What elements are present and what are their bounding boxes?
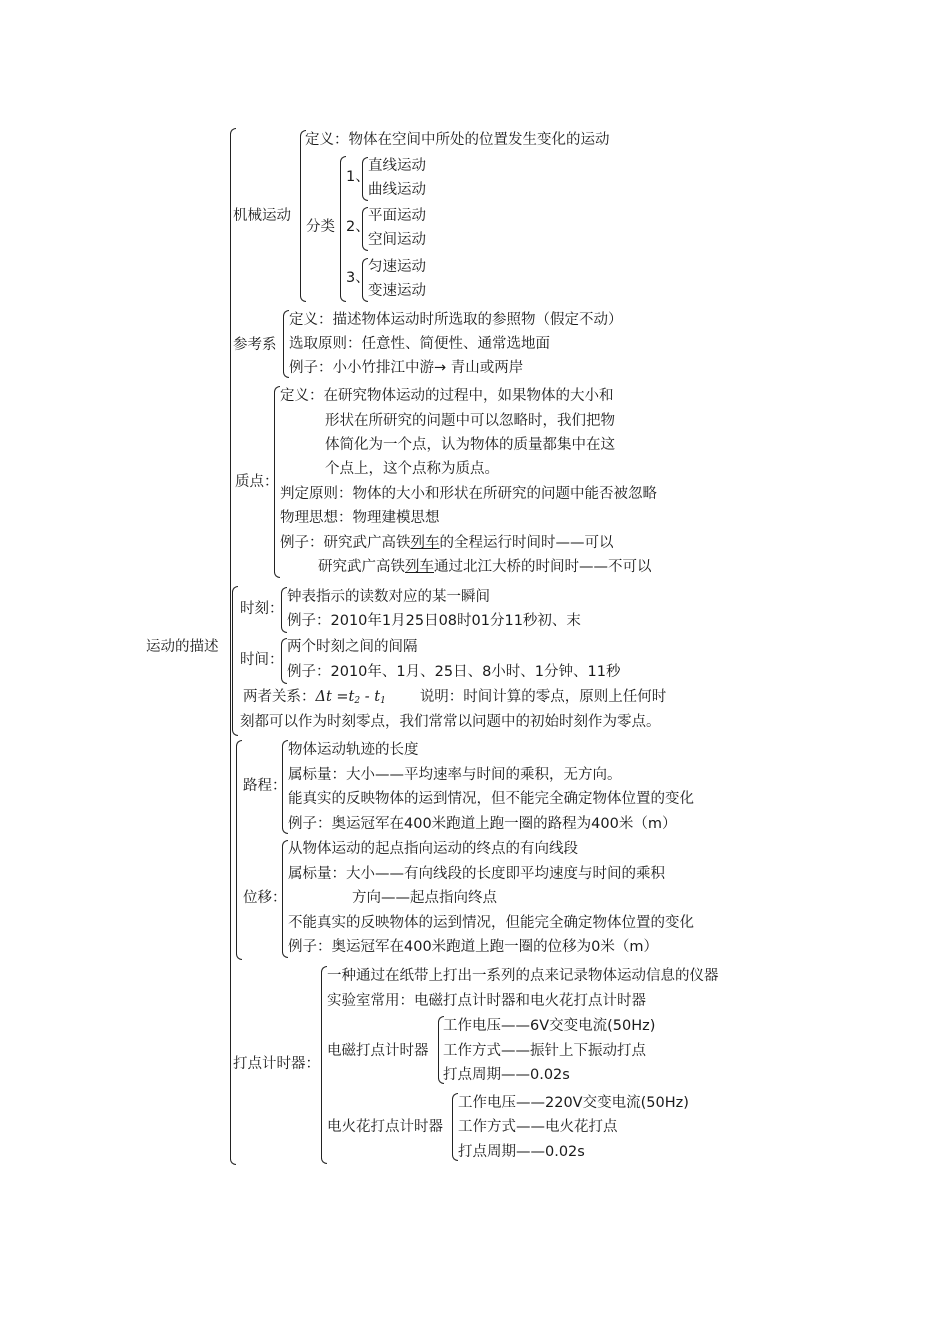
- relation-line-2: 刻都可以作为时刻零点，我们常常以问题中的初始时刻作为零点。: [240, 714, 661, 730]
- zhidian-d4: 个点上，这个点称为质点。: [325, 461, 499, 477]
- dianhuohua-label: 电火花打点计时器: [327, 1119, 443, 1135]
- weiyi-l1: 从物体运动的起点指向运动的终点的有向线段: [288, 841, 578, 857]
- jixie-label: 机械运动: [233, 208, 291, 224]
- zhidian-idea: 物理思想：物理建模思想: [280, 510, 440, 526]
- weiyi-l5: 例子：奥运冠军在400米跑道上跑一圈的位移为0米（m）: [288, 939, 659, 955]
- fenlei-n3: 3、: [346, 270, 370, 286]
- dianhuohua-l1: 工作电压——220V交变电流(50Hz): [458, 1095, 689, 1111]
- weiyi-l2: 属标量：大小——有向线段的长度即平均速度与时间的乘积: [288, 866, 665, 882]
- zhidian-example-1: 例子：研究武广高铁列车的全程运行时间时——可以: [280, 535, 614, 551]
- shike-l1: 钟表指示的读数对应的某一瞬间: [287, 589, 490, 605]
- zhidian-d1: 定义：在研究物体运动的过程中，如果物体的大小和: [280, 388, 614, 404]
- n1a: 直线运动: [368, 158, 426, 174]
- shijian-l2: 例子：2010年、1月、25日、8小时、1分钟、11秒: [287, 664, 621, 680]
- zhidian-d3: 体简化为一个点，认为物体的质量都集中在这: [325, 437, 615, 453]
- zhidian-example-2: 研究武广高铁列车通过北江大桥的时间时——不可以: [318, 559, 652, 575]
- dadian-l1: 一种通过在纸带上打出一系列的点来记录物体运动信息的仪器: [327, 968, 719, 984]
- shijian-l1: 两个时刻之间的间隔: [287, 639, 418, 655]
- shike-l2: 例子：2010年1月25日08时01分11秒初、末: [287, 613, 581, 629]
- cankao-l1: 定义：描述物体运动时所选取的参照物（假定不动）: [289, 312, 623, 328]
- n2b: 空间运动: [368, 232, 426, 248]
- dianci-l2: 工作方式——振针上下振动打点: [443, 1043, 646, 1059]
- weiyi-label: 位移：: [243, 890, 287, 906]
- jixie-brace: [300, 130, 306, 302]
- dadian-label: 打点计时器：: [233, 1056, 320, 1072]
- lucheng-l2: 属标量：大小——平均速率与时间的乘积，无方向。: [288, 767, 622, 783]
- root-label: 运动的描述: [146, 639, 219, 655]
- n3a: 匀速运动: [368, 259, 426, 275]
- n3b: 变速运动: [368, 283, 426, 299]
- lucheng-l1: 物体运动轨迹的长度: [288, 742, 419, 758]
- dadian-l2: 实验室常用：电磁打点计时器和电火花打点计时器: [327, 993, 646, 1009]
- dianci-label: 电磁打点计时器: [327, 1043, 429, 1059]
- shijian-label: 时间：: [240, 652, 284, 668]
- n2a: 平面运动: [368, 208, 426, 224]
- weiyi-l3: 方向——起点指向终点: [352, 890, 497, 906]
- n1b: 曲线运动: [368, 182, 426, 198]
- cankao-l3: 例子：小小竹排江中游→ 青山或两岸: [289, 360, 524, 376]
- dianci-l1: 工作电压——6V交变电流(50Hz): [443, 1018, 656, 1034]
- fenlei-n2: 2、: [346, 219, 370, 235]
- path-group-brace: [236, 740, 242, 960]
- fenlei-n1: 1、: [346, 169, 370, 185]
- time-group-brace: [232, 586, 238, 736]
- weiyi-l4: 不能真实的反映物体的运到情况，但能完全确定物体位置的变化: [288, 915, 694, 931]
- dianhuohua-l2: 工作方式——电火花打点: [458, 1119, 618, 1135]
- relation-line-1: 两者关系：$\Delta t =t_2 - t_1$ 说明：时间计算的零点，原则上任何时: [243, 689, 667, 706]
- cankao-l2: 选取原则：任意性、简便性、通常选地面: [289, 336, 550, 352]
- shike-label: 时刻：: [240, 601, 284, 617]
- lucheng-label: 路程：: [243, 778, 287, 794]
- lucheng-l4: 例子：奥运冠军在400米跑道上跑一圈的路程为400米（m）: [288, 816, 677, 832]
- jixie-def: 定义：物体在空间中所处的位置发生变化的运动: [305, 132, 610, 148]
- zhidian-judge: 判定原则：物体的大小和形状在所研究的问题中能否被忽略: [280, 486, 657, 502]
- cankao-label: 参考系: [233, 337, 277, 353]
- dianci-l3: 打点周期——0.02s: [443, 1067, 570, 1083]
- dianhuohua-l3: 打点周期——0.02s: [458, 1144, 585, 1160]
- lucheng-l3: 能真实的反映物体的运到情况，但不能完全确定物体位置的变化: [288, 791, 694, 807]
- zhidian-label: 质点：: [235, 474, 279, 490]
- zhidian-d2: 形状在所研究的问题中可以忽略时，我们把物: [325, 413, 615, 429]
- jixie-fenlei: 分类: [306, 219, 335, 235]
